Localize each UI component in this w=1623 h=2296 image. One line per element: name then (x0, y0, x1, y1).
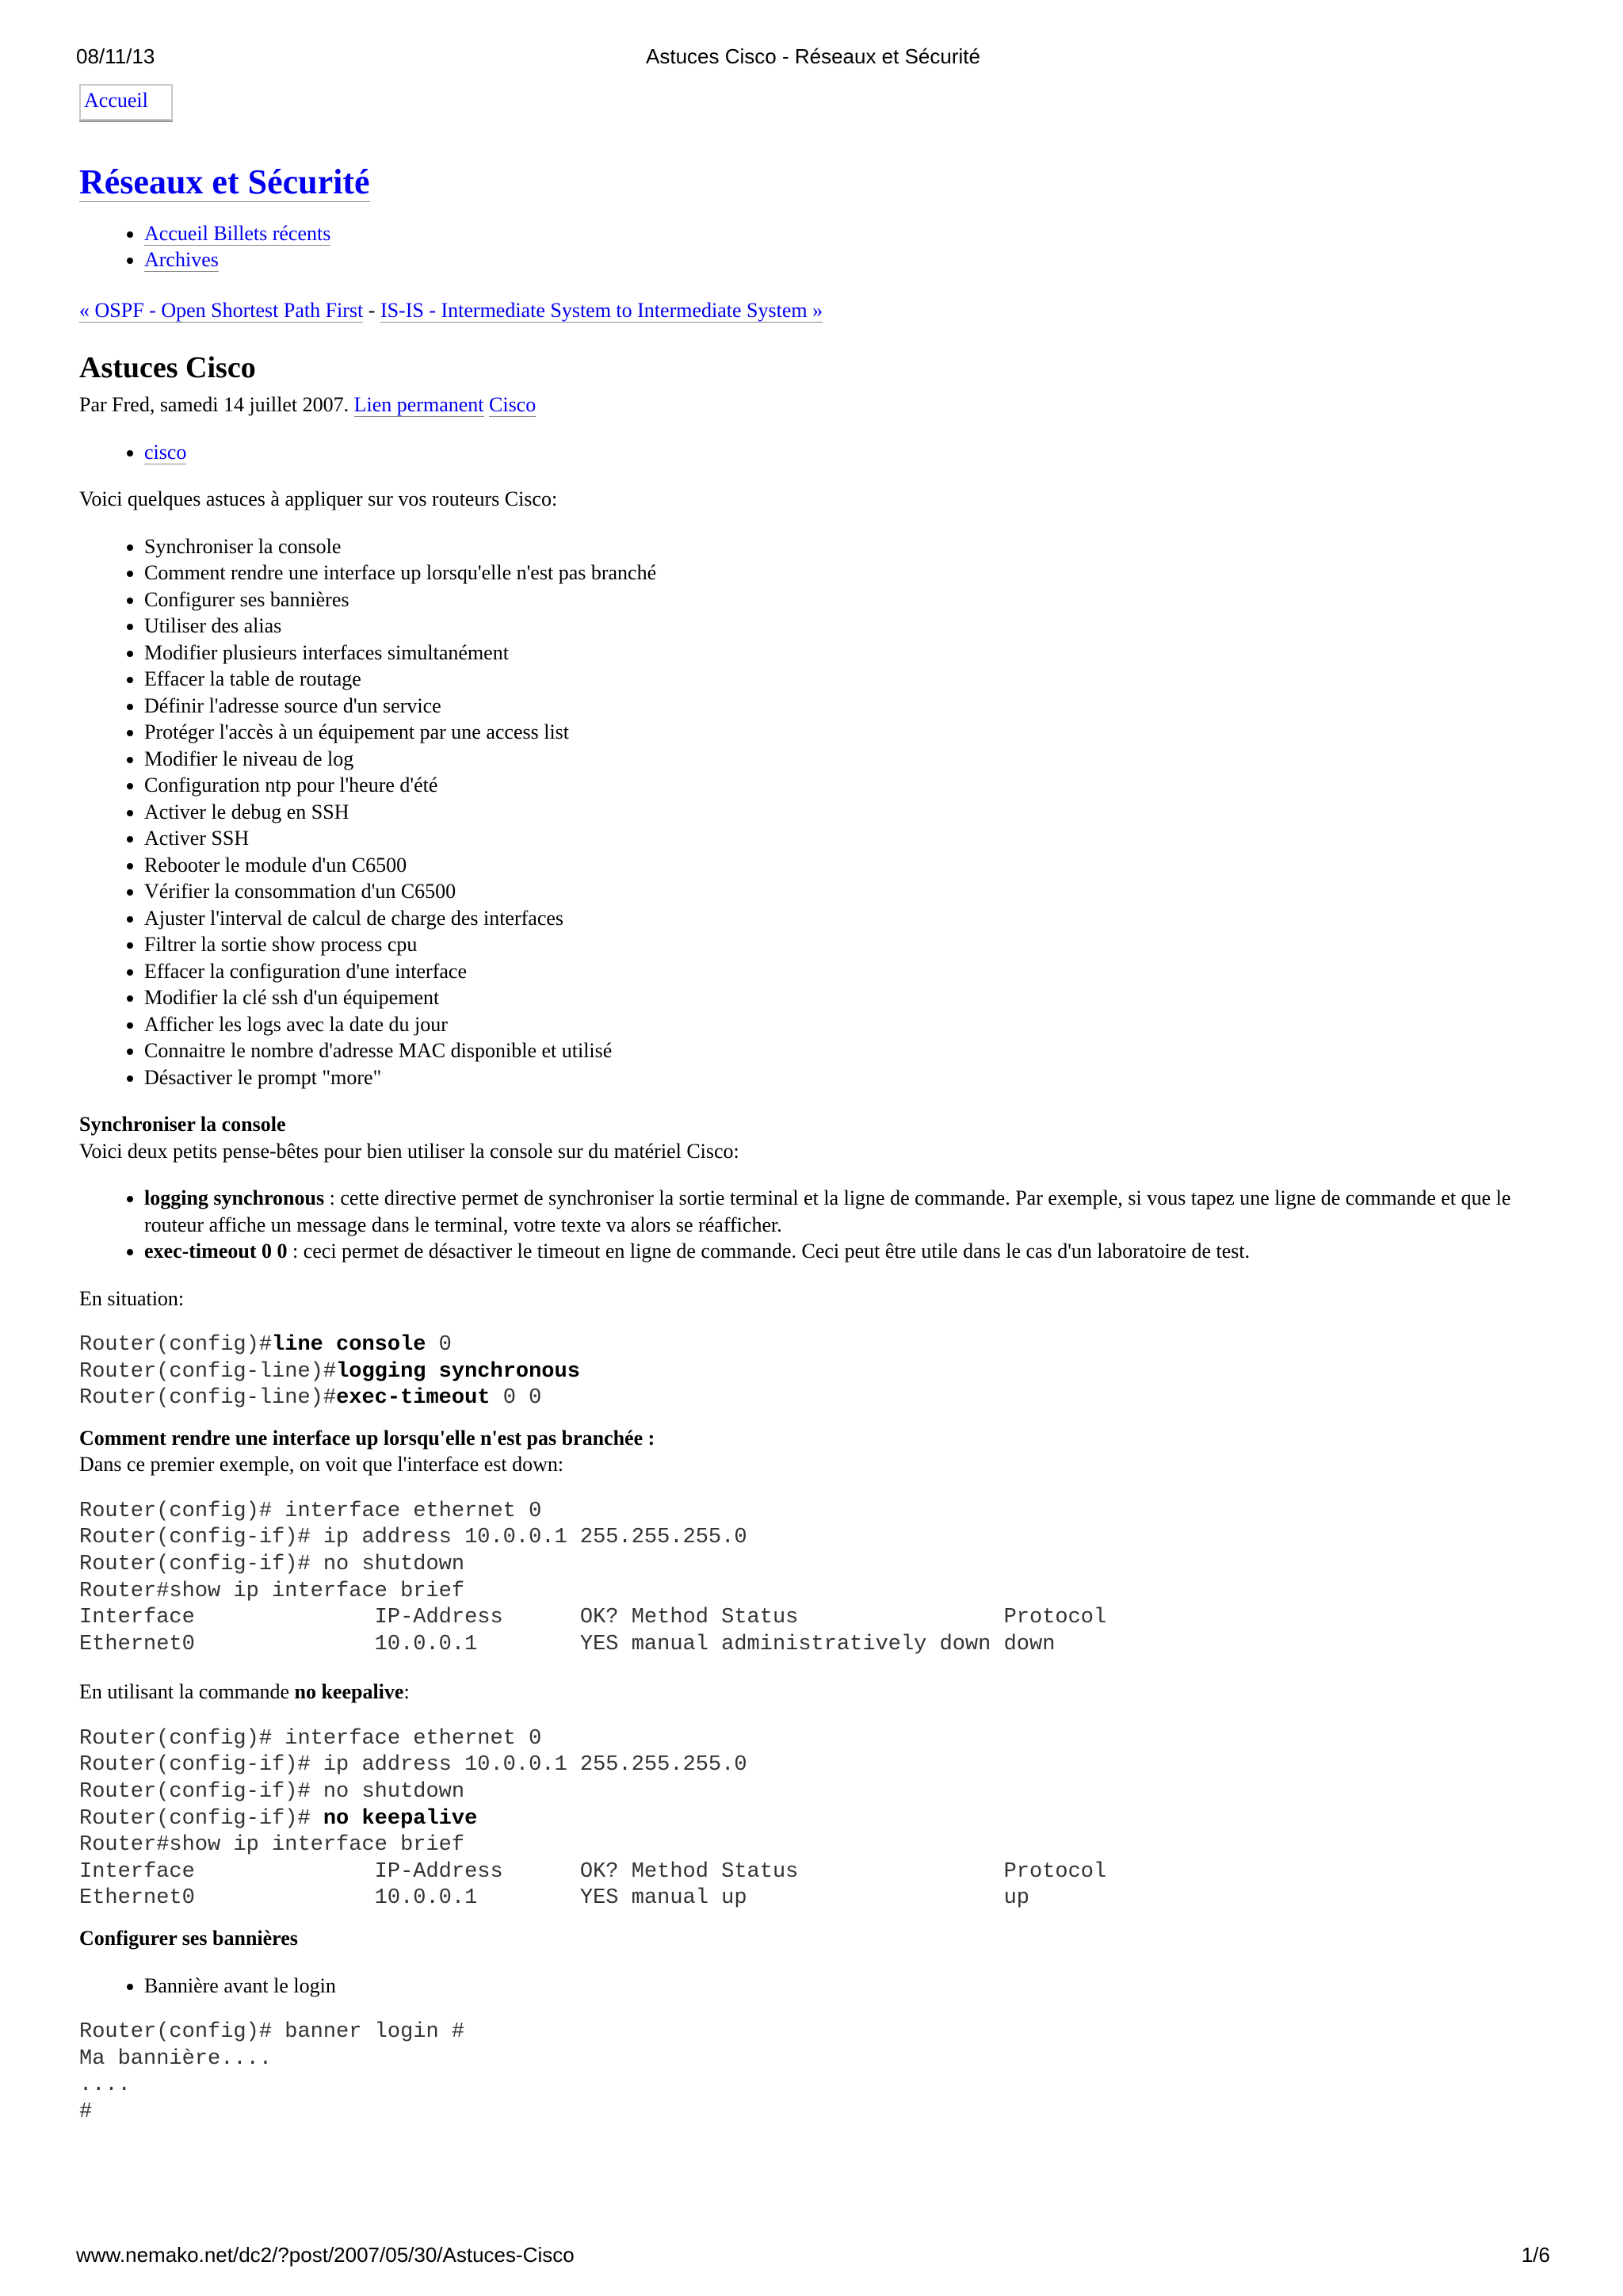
site-menu (79, 220, 1537, 273)
toc-item: • Ajuster l'interval de calcul de charge des interfaces (144, 905, 1537, 932)
home-nav-box (79, 84, 173, 120)
category-link[interactable]: Cisco (489, 393, 537, 416)
page-content (79, 84, 1537, 2126)
toc-item: • Désactiver le prompt "more" (144, 1064, 1537, 1091)
site-title (79, 162, 1537, 203)
toc-item: • Modifier la clé ssh d'un équipement (144, 984, 1537, 1011)
code-block-no-keepalive: Router(config)# interface ethernet 0 Router(config-if)# ip address 10.0.0.1 255.255.255.0 Router(config-if)# no shutdown Router(config-if)# no keepalive Router#show ip interface brief Interface IP-Address OK? Method Status Protocol Ethernet0 10.0.0.1 YES manual up up (79, 1726, 1107, 1911)
toc-item: • Modifier le niveau de log (144, 746, 1537, 773)
no-keepalive-text: En utilisant la commande no keepalive: (79, 1680, 410, 1704)
code-block-console: Router(config)#line console 0 Router(config-line)#logging synchronous Router(config-line)#exec-timeout 0 0 (79, 1333, 580, 1411)
toc-item: • Vérifier la consommation d'un C6500 (144, 878, 1537, 905)
post-intro: Voici quelques astuces à appliquer sur vos routeurs Cisco: (79, 487, 558, 510)
section-intro-interface-up: Dans ce premier exemple, on voit que l'interface est down: (79, 1453, 564, 1477)
menu-link-archives[interactable]: Archives (144, 248, 219, 271)
print-page-number: 1/6 (1521, 2243, 1550, 2267)
tag-list (79, 439, 1537, 466)
post-navigation (79, 297, 1537, 324)
toc-list (79, 533, 1537, 1091)
toc-item: • Effacer la table de routage (144, 666, 1537, 693)
toc-item: • Protéger l'accès à un équipement par une access list (144, 719, 1537, 746)
toc-item: • Filtrer la sortie show process cpu (144, 931, 1537, 958)
menu-item-home (144, 220, 1537, 247)
print-url: www.nemako.net/dc2/?post/2007/05/30/Astuces-Cisco (76, 2243, 575, 2267)
toc-item: • Modifier plusieurs interfaces simultanément (144, 640, 1537, 667)
tip-logging-synchronous (144, 1185, 1537, 1238)
section-heading-interface-up: Comment rendre une interface up lorsqu'elle n'est pas branchée : (79, 1426, 655, 1450)
banner-list (79, 1973, 1537, 2000)
post-nav-separator: - (363, 298, 380, 322)
print-header (76, 44, 1550, 73)
home-link[interactable]: Accueil (84, 89, 148, 112)
prev-post-link[interactable]: « OSPF - Open Shortest Path First (79, 298, 364, 322)
toc-item: • Définir l'adresse source d'un service (144, 693, 1537, 720)
situation-label: En situation: (79, 1286, 185, 1310)
toc-item: • Afficher les logs avec la date du jour (144, 1011, 1537, 1038)
print-date: 08/11/13 (76, 44, 155, 68)
post-title: Astuces Cisco (79, 351, 256, 384)
toc-item: • Activer SSH (144, 825, 1537, 852)
code-block-interface-down: Router(config)# interface ethernet 0 Router(config-if)# ip address 10.0.0.1 255.255.255.0 Router(config-if)# no shutdown Router#show ip interface brief Interface IP-Address OK? Method Status Protocol Ethernet0 10.0.0.1 YES manual administratively down down (79, 1499, 1107, 1656)
section-intro-console: Voici deux petits pense-bêtes pour bien utiliser la console sur du matériel Cisco: (79, 1139, 739, 1163)
toc-item: • Rebooter le module d'un C6500 (144, 852, 1537, 879)
site-title-link[interactable]: Réseaux et Sécurité (79, 162, 370, 201)
print-footer (76, 2243, 1550, 2271)
toc-item: • Utiliser des alias (144, 613, 1537, 640)
toc-item: • Synchroniser la console (144, 533, 1537, 560)
tag-item (144, 439, 1537, 466)
tip-exec-timeout (144, 1238, 1537, 1265)
banner-item: • Bannière avant le login (144, 1973, 1537, 2000)
toc-item: • Comment rendre une interface up lorsqu'elle n'est pas branché (144, 560, 1537, 586)
tip-text: : ceci permet de désactiver le timeout en ligne de commande. Ceci peut être utile dans le cas d'un laboratoire de test. (287, 1240, 1251, 1263)
toc-item: • Configurer ses bannières (144, 586, 1537, 613)
console-tips-list (79, 1185, 1537, 1265)
menu-link-home[interactable]: Accueil Billets récents (144, 221, 331, 245)
permalink-link[interactable]: Lien permanent (353, 393, 484, 416)
print-title: Astuces Cisco - Réseaux et Sécurité (646, 44, 980, 68)
tip-term: logging synchronous (144, 1186, 325, 1209)
post-meta-text: Par Fred, samedi 14 juillet 2007. (79, 393, 354, 416)
next-post-link[interactable]: IS-IS - Intermediate System to Intermediate System » (380, 298, 823, 322)
tip-text: : cette directive permet de synchroniser la sortie terminal et la ligne de commande. Par exemple, si vous tapez une ligne de commande et que le routeur affiche un message dans le terminal, votre texte va alors se réafficher. (144, 1186, 1511, 1236)
toc-item: • Connaitre le nombre d'adresse MAC disponible et utilisé (144, 1037, 1537, 1064)
tag-link-cisco[interactable]: cisco (144, 440, 187, 464)
toc-item: • Configuration ntp pour l'heure d'été (144, 772, 1537, 799)
menu-item-archives (144, 246, 1537, 273)
post-meta (79, 392, 1537, 418)
section-heading-banners: Configurer ses bannières (79, 1927, 298, 1950)
toc-item: • Activer le debug en SSH (144, 799, 1537, 826)
toc-item: • Effacer la configuration d'une interface (144, 958, 1537, 985)
section-heading-console: Synchroniser la console (79, 1113, 286, 1136)
tip-term: exec-timeout 0 0 (144, 1240, 288, 1263)
code-block-banner: Router(config)# banner login # Ma bannière.... .... # (79, 2020, 465, 2124)
